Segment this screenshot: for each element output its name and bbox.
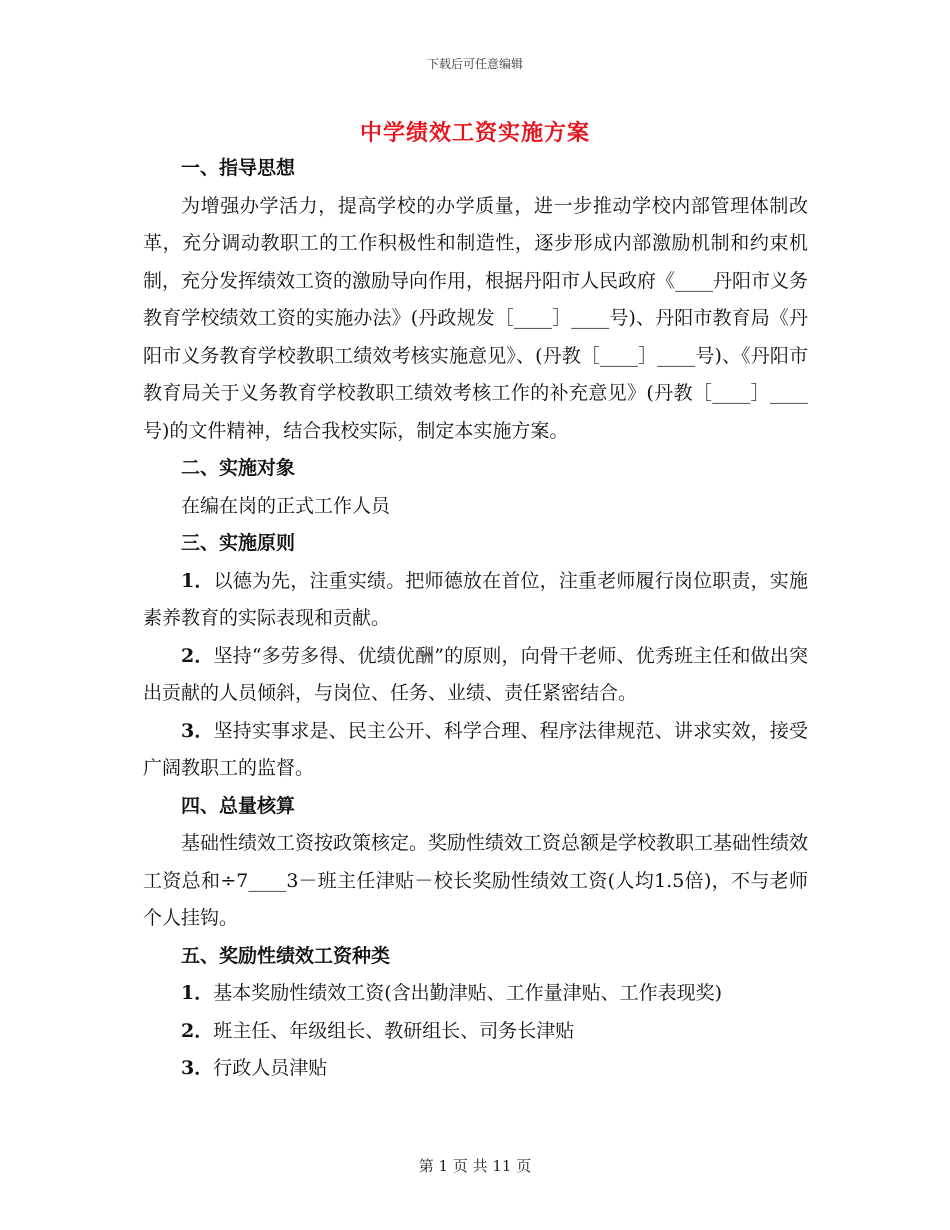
page-header: 下载后可任意编辑 bbox=[426, 57, 523, 71]
list-item bbox=[143, 975, 808, 1013]
section-heading-4: 四、总量核算 bbox=[181, 794, 296, 817]
paragraph-targets: 在编在岗的正式工作人员 bbox=[181, 494, 391, 517]
item-number: 3． bbox=[181, 719, 214, 742]
item-text: 坚持实事求是、民主公开、科学合理、程序法律规范、讲求实效，接受广阔教职工的监督。 bbox=[143, 719, 808, 779]
section-heading-5: 五、奖励性绩效工资种类 bbox=[181, 944, 391, 967]
page-footer: 第 1 页 共 11 页 bbox=[418, 1157, 532, 1175]
item-number: 2． bbox=[181, 1019, 214, 1042]
list-item bbox=[143, 563, 808, 638]
document-body bbox=[143, 150, 808, 1088]
list-item bbox=[143, 638, 808, 713]
item-text: 坚持“多劳多得、优绩优酬”的原则，向骨干老师、优秀班主任和做出突出贡献的人员倾斜，与岗位、任务、业绩、责任紧密结合。 bbox=[143, 644, 808, 704]
item-text: 行政人员津贴 bbox=[213, 1057, 328, 1079]
item-number: 1． bbox=[181, 569, 214, 592]
list-item bbox=[143, 713, 808, 788]
item-number: 1． bbox=[181, 982, 214, 1004]
section-heading-3: 三、实施原则 bbox=[181, 532, 296, 554]
item-number: 3． bbox=[181, 1057, 214, 1079]
item-number: 2． bbox=[181, 644, 214, 667]
section-heading-2: 二、实施对象 bbox=[181, 457, 296, 479]
section-heading-1: 一、指导思想 bbox=[181, 157, 296, 179]
item-text: 班主任、年级组长、教研组长、司务长津贴 bbox=[213, 1019, 575, 1042]
list-item bbox=[143, 1050, 808, 1088]
item-text: 基本奖励性绩效工资(含出勤津贴、工作量津贴、工作表现奖) bbox=[213, 982, 723, 1004]
paragraph-total-accounting: 基础性绩效工资按政策核定。奖励性绩效工资总额是学校教职工基础性绩效工资总和÷7____3－班主任津贴－校长奖励性绩效工资(人均1.5倍)，不与老师个人挂钩。 bbox=[143, 832, 809, 929]
list-item bbox=[143, 1013, 808, 1051]
paragraph-guiding-idea: 为增强办学活力，提高学校的办学质量，进一步推动学校内部管理体制改革，充分调动教职工的工作积极性和制造性，逐步形成内部激励机制和约束机制，充分发挥绩效工资的激励导向作用，根据丹阳市人民政府《____丹阳市义务教育学校绩效工资的实施办法》(丹政规发［____］____号)、丹阳市教育局《丹阳市义务教育学校教职工绩效考核实施意见》、(丹教［____］____号)、《丹阳市教育局关于义务教育学校教职工绩效考核工作的补充意见》(丹教［____］____号)的文件精神，结合我校实际，制定本实施方案。 bbox=[143, 194, 809, 442]
item-text: 以德为先，注重实绩。把师德放在首位，注重老师履行岗位职责，实施素养教育的实际表现和贡献。 bbox=[143, 569, 808, 629]
document-title: 中学绩效工资实施方案 bbox=[359, 120, 590, 146]
